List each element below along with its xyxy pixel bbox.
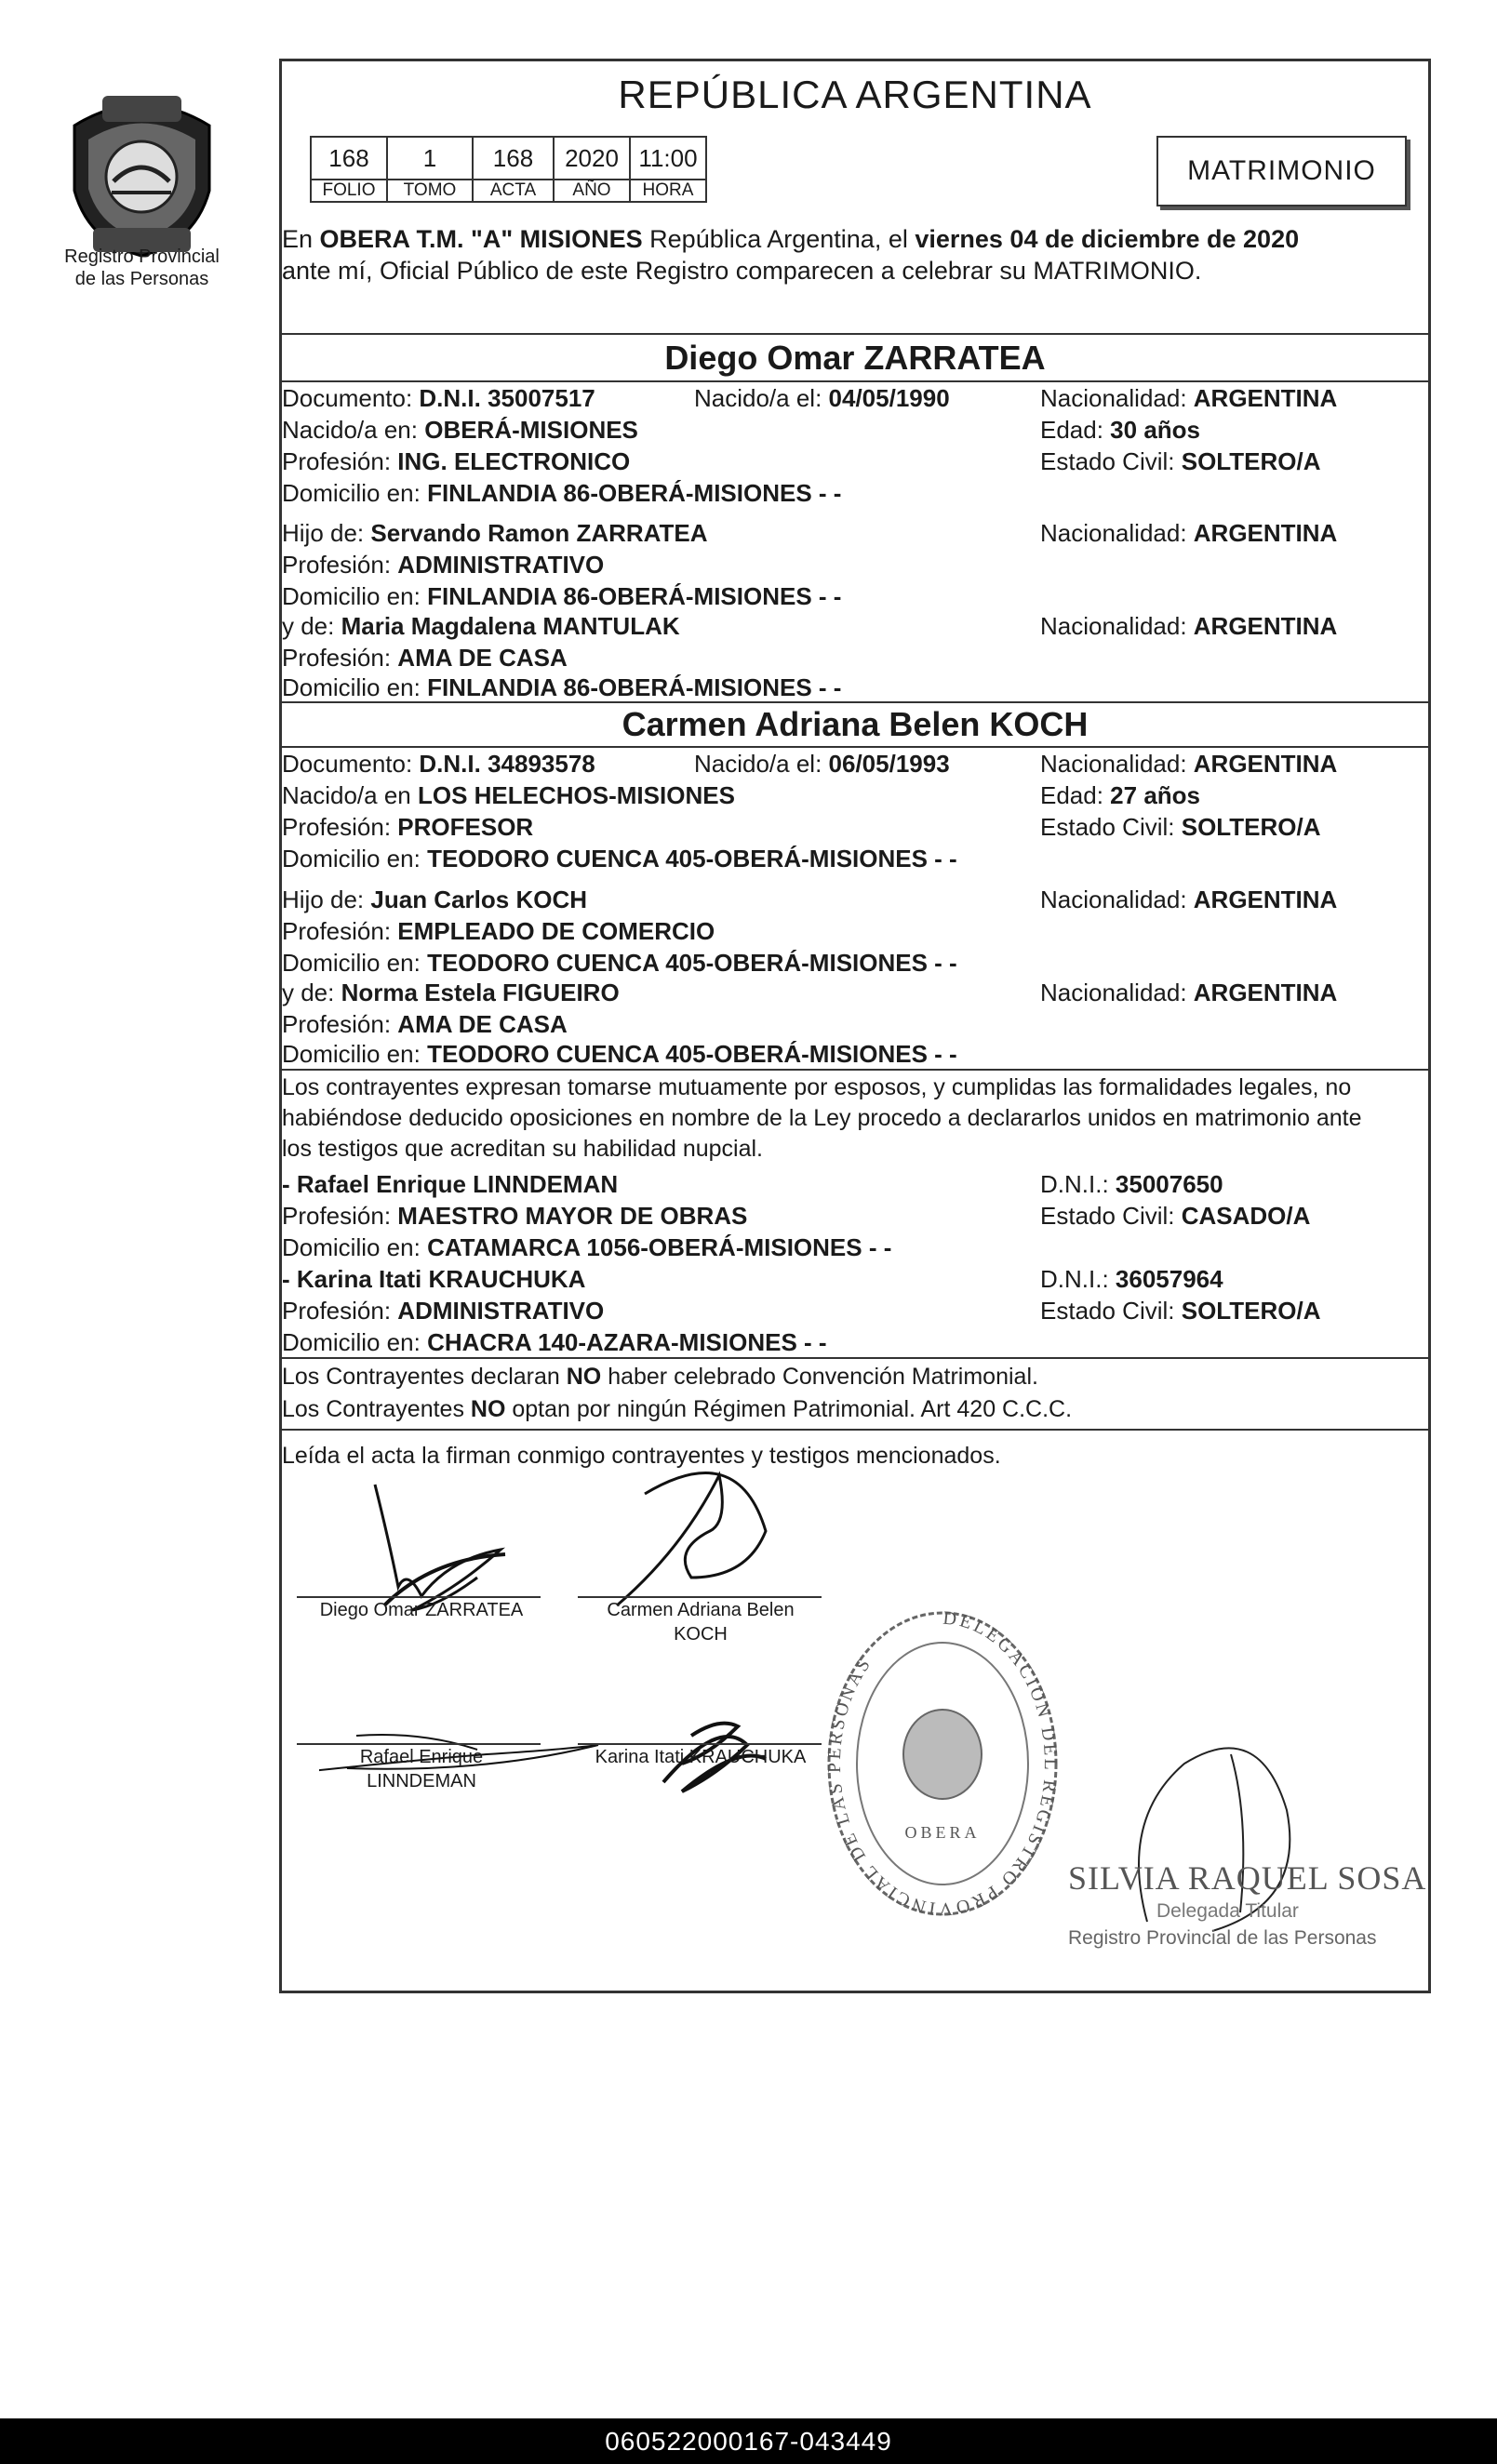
official-role: Delegada Titular <box>1156 1900 1299 1922</box>
witness1-profession: Profesión: MAESTRO MAYOR DE OBRAS <box>282 1202 748 1230</box>
signature-label-1: Diego Omar ZARRATEA <box>319 1600 524 1620</box>
witness1-civil-status: Estado Civil: CASADO/A <box>1040 1202 1311 1230</box>
spouse2-domicile: Domicilio en: TEODORO CUENCA 405-OBERÁ-MISIONES - - <box>282 845 957 872</box>
anio-label: AÑO <box>554 180 630 202</box>
signature-label-3: Rafael Enrique LINNDEMAN <box>359 1747 484 1791</box>
anio-value: 2020 <box>554 137 630 180</box>
folio-label: FOLIO <box>311 180 387 202</box>
witness1-name: - Rafael Enrique LINNDEMAN <box>282 1170 619 1198</box>
witness2-name: - Karina Itati KRAUCHUKA <box>282 1265 586 1293</box>
spouse2-name: Carmen Adriana Belen KOCH <box>622 705 1089 743</box>
folio-value: 168 <box>311 137 387 180</box>
document-barcode-number: 060522000167-043449 <box>0 2418 1497 2464</box>
spouse2-father-profession: Profesión: EMPLEADO DE COMERCIO <box>282 917 715 945</box>
intro-line2: ante mí, Oficial Público de este Registro comparecen a celebrar su MATRIMONIO. <box>282 257 1202 285</box>
record-table <box>310 136 707 203</box>
signature-label-2: Carmen Adriana Belen KOCH <box>607 1600 795 1645</box>
witness1-domicile: Domicilio en: CATAMARCA 1056-OBERÁ-MISIONES - - <box>282 1233 892 1261</box>
acta-label: ACTA <box>473 180 554 202</box>
spouse2-mother: y de: Norma Estela FIGUEIRO <box>282 979 620 1006</box>
witness1-dni: D.N.I.: 35007650 <box>1040 1170 1223 1198</box>
spouse1-nationality: Nacionalidad: ARGENTINA <box>1040 384 1338 412</box>
spouse1-age: Edad: 30 años <box>1040 416 1200 444</box>
declaration-line2: habiéndose deducido oposiciones en nombre de la Ley procedo a declararlos unidos en matrimonio ante <box>282 1105 1362 1131</box>
spouse2-born-on: Nacido/a el: 06/05/1993 <box>694 750 950 778</box>
spouse1-born-in: Nacido/a en: OBERÁ-MISIONES <box>282 416 638 444</box>
spouse1-father: Hijo de: Servando Ramon ZARRATEA <box>282 519 708 547</box>
spouse2-born-in: Nacido/a en LOS HELECHOS-MISIONES <box>282 781 735 809</box>
seal-caption-line1: Registro Provincial <box>64 246 220 267</box>
spouse2-age: Edad: 27 años <box>1040 781 1200 809</box>
intro-line1: En OBERA T.M. "A" MISIONES República Argentina, el viernes 04 de diciembre de 2020 <box>282 225 1300 253</box>
tomo-value: 1 <box>387 137 473 180</box>
intro-place: OBERA T.M. "A" MISIONES <box>319 225 643 253</box>
spouse2-father: Hijo de: Juan Carlos KOCH <box>282 886 587 913</box>
witness2-dni: D.N.I.: 36057964 <box>1040 1265 1223 1293</box>
spouse2-mother-domicile: Domicilio en: TEODORO CUENCA 405-OBERÁ-MISIONES - - <box>282 1040 957 1068</box>
spouse2-doc: Documento: D.N.I. 34893578 <box>282 750 595 778</box>
spouse2-nationality: Nacionalidad: ARGENTINA <box>1040 750 1338 778</box>
spouse2-civil-status: Estado Civil: SOLTERO/A <box>1040 813 1321 841</box>
witness2-civil-status: Estado Civil: SOLTERO/A <box>1040 1297 1321 1325</box>
witness2-profession: Profesión: ADMINISTRATIVO <box>282 1297 605 1325</box>
spouse1-mother-domicile: Domicilio en: FINLANDIA 86-OBERÁ-MISIONES - - <box>282 673 842 701</box>
spouse2-mother-profession: Profesión: AMA DE CASA <box>282 1010 568 1038</box>
seal-caption-line2: de las Personas <box>74 269 209 289</box>
spouse2-father-domicile: Domicilio en: TEODORO CUENCA 405-OBERÁ-MISIONES - - <box>282 949 957 977</box>
declaration-line3: los testigos que acreditan su habilidad nupcial. <box>282 1136 764 1162</box>
signature-label-4: Karina Itati KRAUCHUKA <box>595 1747 807 1767</box>
witness2-domicile: Domicilio en: CHACRA 140-AZARA-MISIONES - - <box>282 1328 827 1356</box>
document-title: REPÚBLICA ARGENTINA <box>618 73 1092 116</box>
spouse2-father-nationality: Nacionalidad: ARGENTINA <box>1040 886 1338 913</box>
spouse1-doc: Documento: D.N.I. 35007517 <box>282 384 595 412</box>
record-type-box: MATRIMONIO <box>1156 136 1407 206</box>
spouse1-mother: y de: Maria Magdalena MANTULAK <box>282 612 680 640</box>
hora-label: HORA <box>630 180 706 202</box>
acta-value: 168 <box>473 137 554 180</box>
declaration-line1: Los contrayentes expresan tomarse mutuamente por esposos, y cumplidas las formalidades legales, no <box>282 1074 1352 1100</box>
spouse2-mother-nationality: Nacionalidad: ARGENTINA <box>1040 979 1338 1006</box>
hora-value: 11:00 <box>630 137 706 180</box>
intro-date: viernes 04 de diciembre de 2020 <box>915 225 1300 253</box>
spouse1-civil-status: Estado Civil: SOLTERO/A <box>1040 447 1321 475</box>
tomo-label: TOMO <box>387 180 473 202</box>
official-office: Registro Provincial de las Personas <box>1068 1927 1377 1949</box>
spouse1-born-on: Nacido/a el: 04/05/1990 <box>694 384 950 412</box>
spouse1-father-nationality: Nacionalidad: ARGENTINA <box>1040 519 1338 547</box>
official-stamp <box>822 1605 1063 1922</box>
spouse1-name: Diego Omar ZARRATEA <box>664 339 1046 377</box>
spouse1-mother-nationality: Nacionalidad: ARGENTINA <box>1040 612 1338 640</box>
spouse1-father-profession: Profesión: ADMINISTRATIVO <box>282 551 605 579</box>
certificate-frame <box>279 59 1431 1993</box>
provincial-seal-logo <box>56 88 228 260</box>
spouse1-father-domicile: Domicilio en: FINLANDIA 86-OBERÁ-MISIONES - - <box>282 582 842 610</box>
svg-text:DELEGACION DEL REGISTRO PROVIN: DELEGACION DEL REGISTRO PROVINCIAL DE LAS PERSONAS <box>823 1607 1062 1920</box>
stamp-center-text: OBERA <box>904 1823 981 1842</box>
official-signature <box>1101 1698 1417 1996</box>
spouse1-profession: Profesión: ING. ELECTRONICO <box>282 447 631 475</box>
closing-statement: Leída el acta la firman conmigo contrayentes y testigos mencionados. <box>282 1443 1001 1469</box>
spouse2-profession: Profesión: PROFESOR <box>282 813 534 841</box>
regime-line2: Los Contrayentes NO optan por ningún Régimen Patrimonial. Art 420 C.C.C. <box>282 1396 1073 1422</box>
official-name: SILVIA RAQUEL SOSA <box>1068 1859 1427 1897</box>
regime-line1: Los Contrayentes declaran NO haber celebrado Convención Matrimonial. <box>282 1364 1038 1390</box>
seal-caption <box>37 246 247 290</box>
spouse1-mother-profession: Profesión: AMA DE CASA <box>282 644 568 672</box>
spouse1-domicile: Domicilio en: FINLANDIA 86-OBERÁ-MISIONES - - <box>282 479 842 507</box>
